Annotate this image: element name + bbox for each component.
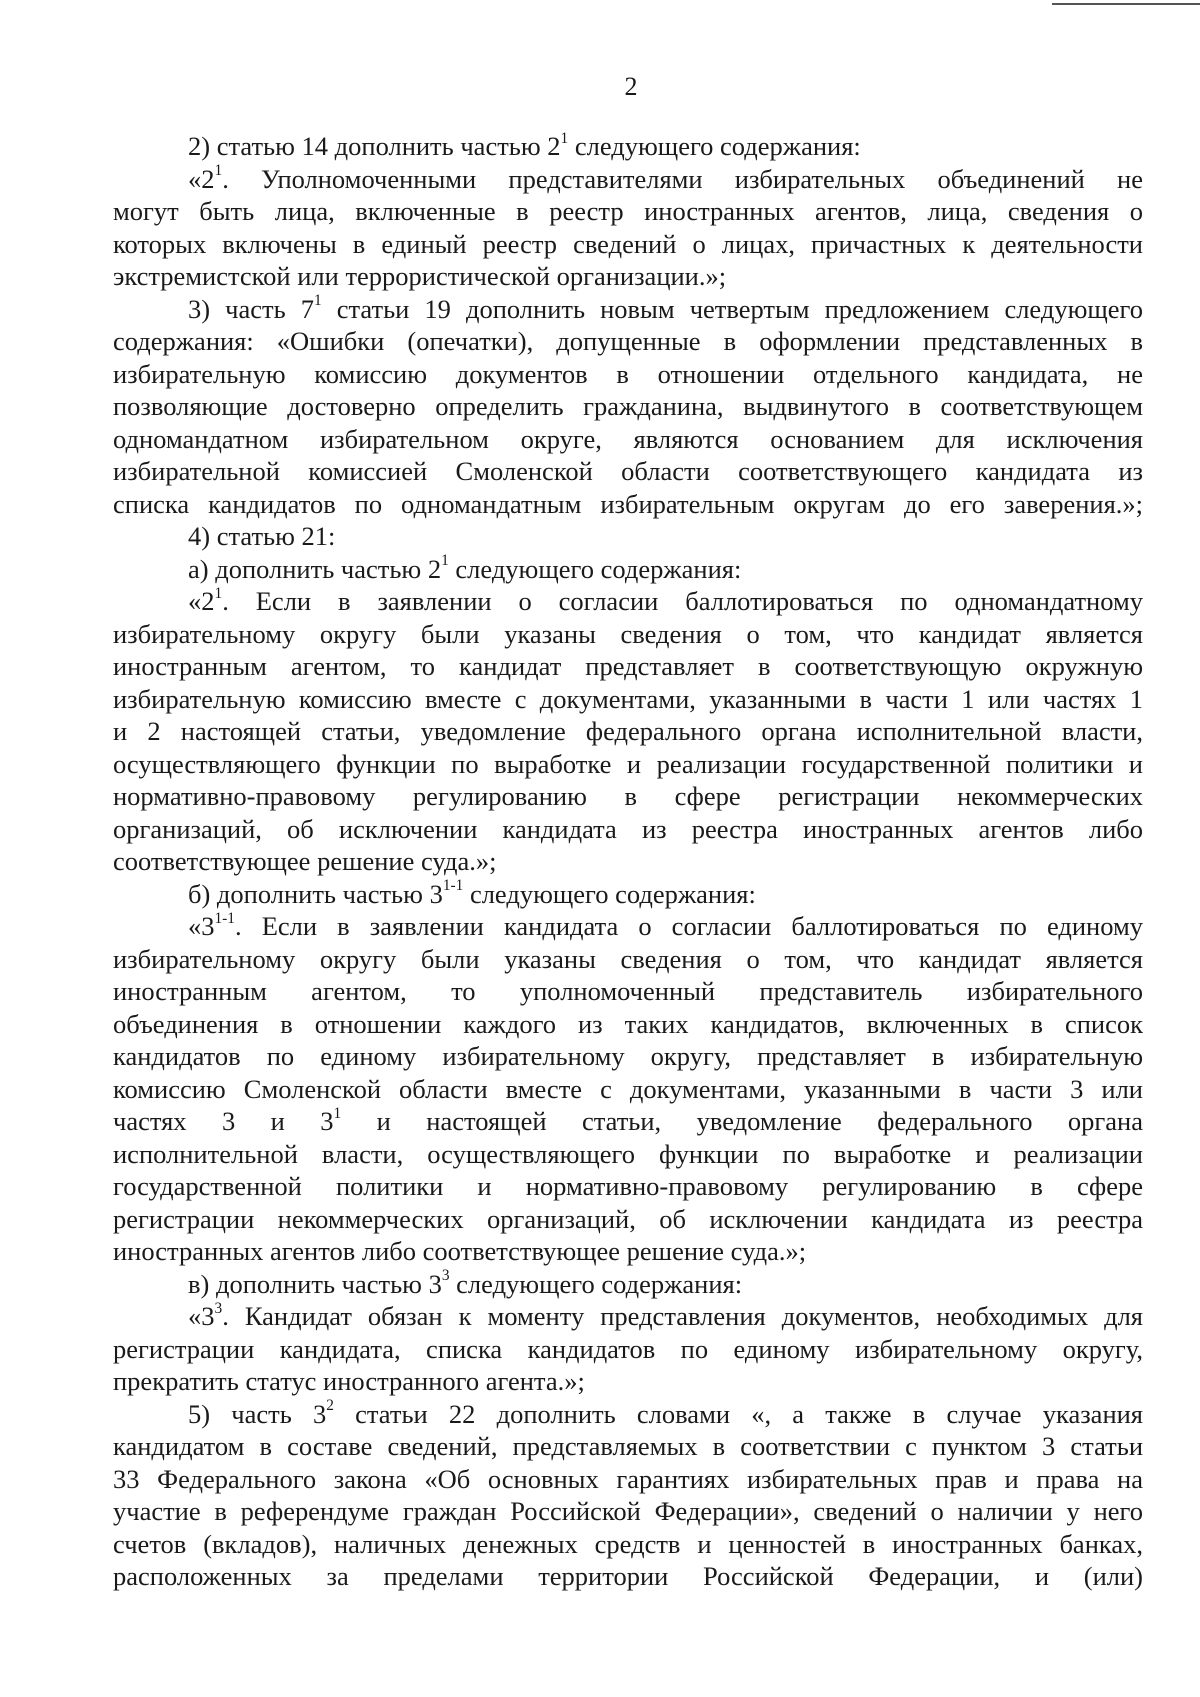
text-line bbox=[113, 488, 1143, 521]
text-line bbox=[113, 618, 1143, 651]
text-run: следующего содержания: bbox=[449, 1268, 743, 1299]
text-line bbox=[113, 130, 1143, 163]
text-run: иностранным агентом, то уполномоченный представитель избирательного bbox=[113, 976, 1143, 1006]
superscript: 1 bbox=[214, 584, 223, 602]
scan-edge-mark bbox=[1052, 3, 1200, 5]
text-run: б) дополнить частью 3 bbox=[188, 878, 443, 909]
text-run: . Если в заявлении кандидата о согласии баллотироваться по единому bbox=[234, 911, 1143, 941]
text-run: позволяющие достоверно определить гражданина, выдвинутого в соответствующем bbox=[113, 391, 1143, 421]
text-line bbox=[113, 358, 1143, 391]
text-line bbox=[113, 975, 1143, 1008]
text-line bbox=[113, 1203, 1143, 1236]
text-run: счетов (вкладов), наличных денежных средств и ценностей в иностранных банках, bbox=[113, 1528, 1143, 1559]
superscript: 1 bbox=[333, 1104, 342, 1122]
superscript: 1 bbox=[214, 162, 223, 180]
text-run: комиссию Смоленской области вместе с документами, указанными в части 3 или bbox=[113, 1073, 1143, 1104]
text-run: 5) часть 3 bbox=[188, 1398, 327, 1429]
superscript: 1-1 bbox=[442, 877, 464, 895]
text-line bbox=[113, 910, 1143, 943]
text-line bbox=[113, 715, 1143, 748]
text-run: организаций, об исключении кандидата из реестра иностранных агентов либо bbox=[113, 813, 1143, 844]
text-run: регистрации некоммерческих организаций, об исключении кандидата из реестра bbox=[113, 1203, 1143, 1234]
text-run: следующего содержания: bbox=[463, 878, 756, 909]
text-run: в) дополнить частью 3 bbox=[188, 1268, 442, 1299]
text-run: участие в референдуме граждан Российской Федерации», сведений о наличии у него bbox=[113, 1496, 1143, 1526]
text-line bbox=[113, 390, 1143, 423]
text-run: и 2 настоящей статьи, уведомление федерального органа исполнительной власти, bbox=[113, 716, 1143, 746]
text-line bbox=[113, 325, 1143, 358]
text-line bbox=[113, 228, 1143, 261]
text-line bbox=[113, 1495, 1143, 1528]
text-run: экстремистской или террористической организации.»; bbox=[113, 261, 727, 291]
text-line bbox=[113, 423, 1143, 456]
text-run: кандидатом в составе сведений, представляемых в соответствии с пунктом 3 статьи bbox=[113, 1431, 1143, 1461]
text-line bbox=[113, 650, 1143, 683]
text-run: частях 3 и 3 bbox=[113, 1106, 334, 1136]
text-line bbox=[113, 1008, 1143, 1041]
text-line bbox=[113, 813, 1143, 846]
text-line bbox=[113, 683, 1143, 716]
text-line bbox=[113, 845, 1143, 878]
text-run: 3) часть 7 bbox=[188, 293, 314, 324]
text-run: осуществляющего функции по выработке и реализации государственной политики и bbox=[113, 748, 1143, 779]
text-run: расположенных за пределами территории Российской Федерации, и (или) bbox=[113, 1561, 1143, 1591]
superscript: 3 bbox=[441, 1267, 450, 1285]
text-run: которых включены в единый реестр сведений о лицах, причастных к деятельности bbox=[113, 228, 1143, 259]
text-line bbox=[113, 1528, 1143, 1561]
superscript: 3 bbox=[214, 1299, 223, 1317]
text-line bbox=[113, 1105, 1143, 1138]
text-run: могут быть лица, включенные в реестр иностранных агентов, лица, сведения о bbox=[113, 196, 1143, 226]
text-run: нормативно-правовому регулированию в сфере регистрации некоммерческих bbox=[113, 781, 1143, 811]
text-line bbox=[113, 1463, 1143, 1496]
text-line bbox=[113, 878, 1143, 911]
text-run: регистрации кандидата, списка кандидатов по единому избирательному округу, bbox=[113, 1333, 1143, 1364]
text-line bbox=[113, 1300, 1143, 1333]
text-run: кандидатов по единому избирательному округу, представляет в избирательную bbox=[113, 1041, 1143, 1071]
text-line bbox=[113, 1560, 1143, 1593]
text-run: избирательной комиссией Смоленской области соответствующего кандидата из bbox=[113, 456, 1143, 486]
text-line bbox=[113, 1235, 1143, 1268]
superscript: 1-1 bbox=[214, 909, 235, 927]
text-run: «3 bbox=[188, 911, 215, 941]
superscript: 2 bbox=[326, 1397, 334, 1415]
text-line bbox=[113, 1333, 1143, 1366]
text-line bbox=[113, 1073, 1143, 1106]
text-run: «2 bbox=[188, 586, 215, 616]
text-line bbox=[113, 780, 1143, 813]
text-run: иностранным агентом, то кандидат представляет в соответствующую окружную bbox=[113, 651, 1143, 681]
text-run: исполнительной власти, осуществляющего функции по выработке и реализации bbox=[113, 1138, 1143, 1169]
text-line bbox=[113, 1268, 1143, 1301]
text-line bbox=[113, 1365, 1143, 1398]
text-run: объединения в отношении каждого из таких кандидатов, включенных в список bbox=[113, 1008, 1143, 1039]
document-body bbox=[113, 130, 1143, 1593]
text-run: прекратить статус иностранного агента.»; bbox=[113, 1366, 585, 1396]
text-run: 4) статью 21: bbox=[188, 521, 336, 551]
text-run: следующего содержания: bbox=[568, 131, 861, 161]
text-line bbox=[113, 943, 1143, 976]
text-run: «3 bbox=[188, 1301, 215, 1331]
page-number: 2 bbox=[624, 72, 638, 101]
text-run: содержания: «Ошибки (опечатки), допущенные в оформлении представленных в bbox=[113, 326, 1143, 356]
text-line bbox=[113, 1398, 1143, 1431]
superscript: 1 bbox=[441, 552, 449, 570]
text-line bbox=[113, 293, 1143, 326]
text-line bbox=[113, 748, 1143, 781]
text-line bbox=[113, 1138, 1143, 1171]
text-run: 33 Федерального закона «Об основных гарантиях избирательных прав и права на bbox=[113, 1463, 1143, 1494]
text-run: соответствующее решение суда.»; bbox=[113, 846, 497, 876]
text-run: избирательную комиссию вместе с документами, указанными в части 1 или частях 1 bbox=[113, 683, 1143, 714]
text-line bbox=[113, 163, 1143, 196]
text-line bbox=[113, 520, 1143, 553]
text-line bbox=[113, 455, 1143, 488]
superscript: 1 bbox=[560, 129, 569, 147]
text-line bbox=[113, 1170, 1143, 1203]
text-run: . Если в заявлении о согласии баллотироваться по одномандатному bbox=[222, 586, 1143, 616]
superscript: 1 bbox=[313, 292, 322, 310]
text-run: . Кандидат обязан к моменту представления документов, необходимых для bbox=[222, 1301, 1143, 1331]
text-run: . Уполномоченными представителями избирательных объединений не bbox=[222, 163, 1143, 194]
text-run: статьи 22 дополнить словами «, а также в случае указания bbox=[333, 1398, 1143, 1429]
text-run: одномандатном избирательном округе, являются основанием для исключения bbox=[113, 423, 1143, 454]
text-line bbox=[113, 1430, 1143, 1463]
text-run: избирательному округу были указаны сведения о том, что кандидат является bbox=[113, 943, 1143, 974]
text-run: «2 bbox=[188, 163, 215, 194]
text-run: списка кандидатов по одномандатным избирательным округам до его заверения.»; bbox=[113, 488, 1143, 519]
text-run: а) дополнить частью 2 bbox=[188, 553, 442, 584]
text-line bbox=[113, 553, 1143, 586]
text-line bbox=[113, 585, 1143, 618]
text-run: иностранных агентов либо соответствующее решение суда.»; bbox=[113, 1236, 807, 1266]
text-run: следующего содержания: bbox=[448, 553, 742, 584]
text-line bbox=[113, 195, 1143, 228]
text-line bbox=[113, 260, 1143, 293]
text-run: и настоящей статьи, уведомление федерального органа bbox=[341, 1106, 1143, 1136]
text-run: избирательную комиссию документов в отношении отдельного кандидата, не bbox=[113, 358, 1143, 389]
text-run: избирательному округу были указаны сведения о том, что кандидат является bbox=[113, 618, 1143, 649]
text-run: статьи 19 дополнить новым четвертым предложением следующего bbox=[321, 293, 1143, 324]
text-line bbox=[113, 1040, 1143, 1073]
text-run: 2) статью 14 дополнить частью 2 bbox=[188, 131, 561, 161]
text-run: государственной политики и нормативно-правовому регулированию в сфере bbox=[113, 1171, 1143, 1201]
